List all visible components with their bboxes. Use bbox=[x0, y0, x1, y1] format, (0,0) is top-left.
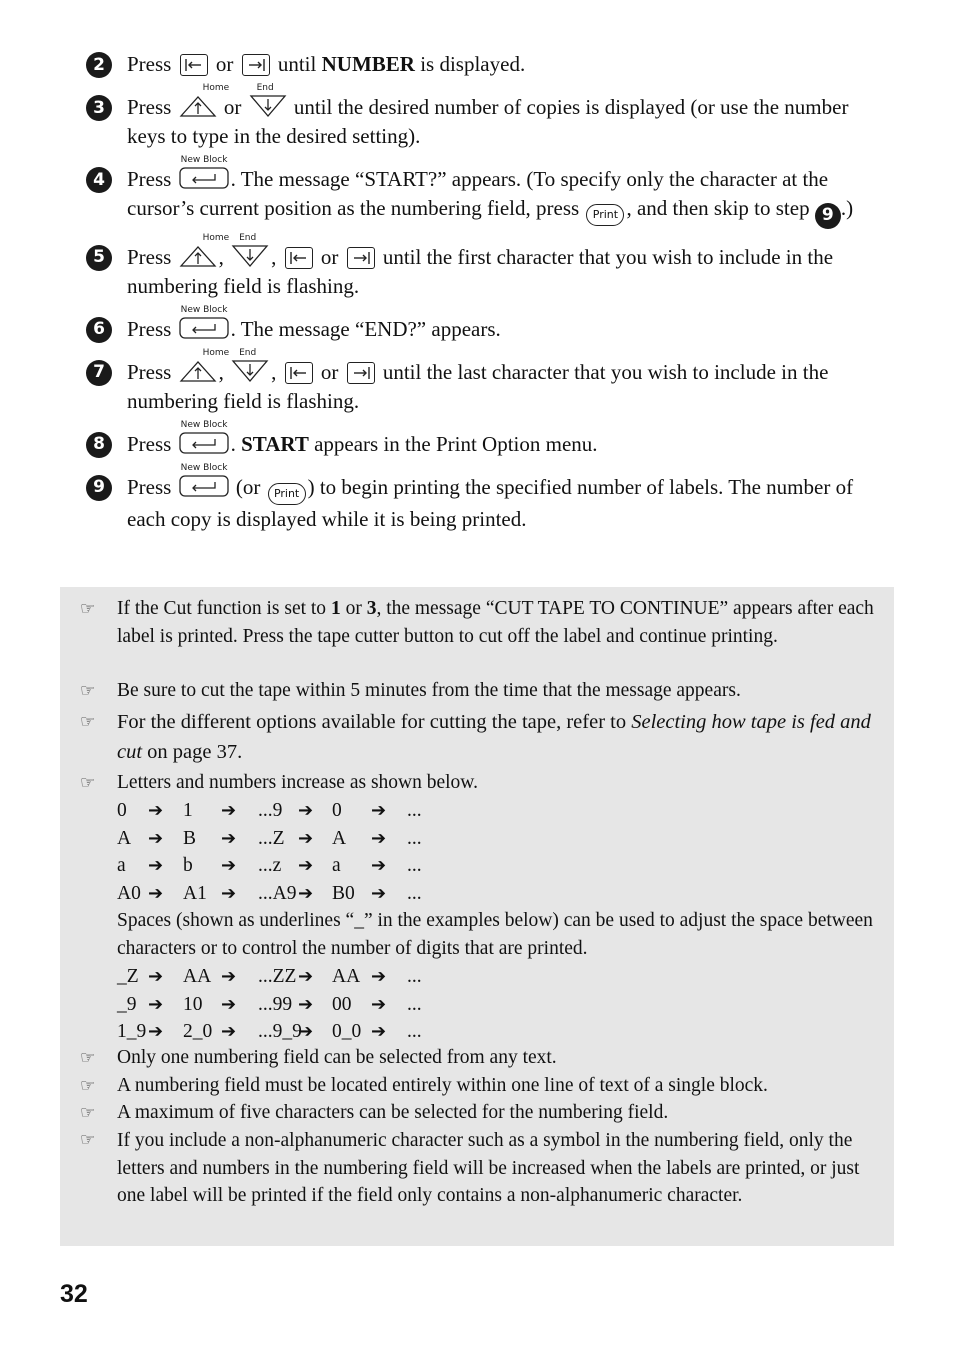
print-key-icon: Print bbox=[586, 204, 624, 226]
note-increase: ☞ Letters and numbers increase as shown below. 0 ➔ 1 ➔ ...9 ➔ 0 ➔ ... A ➔ B ➔ ...Z ➔ A ➔ ... a ➔ b ➔ ...z ➔ a ➔ ... A0 ➔ A1 ➔ ...A9 ➔ B0 ➔ ... Spaces (shown as underlines “_” in the examples below) can be used to adjust the space between characters or to control the number of digits that are printed. _Z ➔ AA ➔ ...ZZ ➔ AA ➔ ... _9 ➔ 10 ➔ ...99 ➔ 00 ➔ ... 1_9 ➔ 2_0 ➔ ...9_9 ➔ 0_0 ➔ ... bbox=[117, 769, 879, 1046]
step-4: 4 Press New Block . The message “START?” appears. (To specify only the character at the cursor’s current position as the numbering field, press Print , and then skip to step 9 .) bbox=[86, 165, 886, 229]
arrow-right-icon: ➔ bbox=[148, 993, 164, 1015]
sequence-value: B bbox=[183, 827, 197, 849]
step-number: 2 bbox=[86, 52, 112, 78]
print-key-icon: Print bbox=[268, 483, 306, 505]
new-block-enter-key-icon: New Block bbox=[179, 166, 229, 190]
note-cut-function: ☞ If the Cut function is set to 1 or 3, the message “CUT TAPE TO CONTINUE” appears after each label is printed. Press the tape cutter button to cut off the label and continue printing. bbox=[117, 595, 879, 651]
increase-sequence-row bbox=[117, 880, 879, 908]
step-3: 3 Press Home or End until the desired number of copies is displayed (or use the number keys to type in the desired setting). bbox=[86, 93, 886, 151]
sequence-value: _Z bbox=[117, 966, 139, 987]
sequence-value: AA bbox=[332, 966, 361, 987]
arrow-right-icon: ➔ bbox=[371, 827, 387, 849]
arrow-right-icon: ➔ bbox=[148, 827, 164, 849]
pointing-hand-icon: ☞ bbox=[80, 681, 96, 701]
arrow-right-icon: ➔ bbox=[298, 1021, 314, 1042]
arrow-right-icon: ➔ bbox=[148, 1021, 164, 1042]
sequence-value: 2_0 bbox=[183, 1021, 213, 1042]
sequence-value: ... bbox=[407, 855, 422, 876]
pointing-hand-icon: ☞ bbox=[80, 712, 96, 732]
end-down-key-icon: End bbox=[231, 244, 269, 268]
sequence-value: _9 bbox=[117, 993, 137, 1015]
end-down-key-icon: End bbox=[249, 94, 287, 118]
new-block-enter-key-icon: New Block bbox=[179, 431, 229, 455]
step-number: 3 bbox=[86, 95, 112, 121]
sequence-value: AA bbox=[183, 966, 212, 987]
arrow-right-icon: ➔ bbox=[221, 855, 237, 876]
step-5: 5 Press Home , End , or until the first character that you wish to include in the numbering field is flashing. bbox=[86, 243, 886, 301]
right-tab-key-icon bbox=[347, 362, 375, 384]
left-tab-key-icon bbox=[285, 362, 313, 384]
step-reference: 9 bbox=[815, 203, 841, 229]
arrow-right-icon: ➔ bbox=[298, 800, 314, 821]
increase-sequence-row bbox=[117, 797, 879, 825]
sequence-value: ...A9 bbox=[258, 882, 297, 904]
step-number: 9 bbox=[86, 475, 112, 501]
new-block-enter-key-icon: New Block bbox=[179, 316, 229, 340]
note-cut-time: ☞ Be sure to cut the tape within 5 minutes from the time that the message appears. bbox=[117, 677, 879, 705]
step-list bbox=[86, 50, 886, 548]
sequence-value: B0 bbox=[332, 882, 355, 904]
pointing-hand-icon: ☞ bbox=[80, 773, 96, 793]
sequence-value: a bbox=[332, 855, 341, 876]
pointing-hand-icon: ☞ bbox=[80, 599, 96, 619]
sequence-value: ...z bbox=[258, 855, 282, 876]
spaces-sequence-row bbox=[117, 991, 879, 1019]
sequence-value: ...Z bbox=[258, 827, 285, 849]
step-6: 6 Press New Block . The message “END?” appears. bbox=[86, 315, 886, 344]
sequence-value: ... bbox=[407, 966, 422, 987]
sequence-value: A bbox=[332, 827, 347, 849]
step-number: 6 bbox=[86, 317, 112, 343]
sequence-value: 10 bbox=[183, 993, 203, 1015]
sequence-value: 0 bbox=[332, 800, 342, 821]
spaces-sequence-row bbox=[117, 1018, 879, 1046]
sequence-value: ... bbox=[407, 827, 422, 849]
sequence-value: A1 bbox=[183, 882, 207, 904]
note-one-field: ☞ Only one numbering field can be selected from any text. bbox=[117, 1044, 879, 1072]
step-9: 9 Press New Block (or Print ) to begin printing the specified number of labels. The number of each copy is displayed while it is being printed. bbox=[86, 473, 886, 534]
step-number: 5 bbox=[86, 245, 112, 271]
spaces-sequence-row bbox=[117, 963, 879, 991]
left-tab-key-icon bbox=[180, 54, 208, 76]
sequence-value: 00 bbox=[332, 993, 352, 1015]
note-cut-options: ☞ For the different options available for cutting the tape, refer to Selecting how tape is fed and cut on page 37. bbox=[117, 707, 879, 767]
home-up-key-icon: Home bbox=[179, 244, 217, 268]
arrow-right-icon: ➔ bbox=[221, 966, 237, 987]
arrow-right-icon: ➔ bbox=[371, 800, 387, 821]
sequence-value: ...99 bbox=[258, 993, 293, 1015]
arrow-right-icon: ➔ bbox=[221, 827, 237, 849]
step-number: 4 bbox=[86, 167, 112, 193]
sequence-value: ... bbox=[407, 1021, 422, 1042]
step-2: 2 Press or until NUMBER is displayed. bbox=[86, 50, 886, 79]
arrow-right-icon: ➔ bbox=[148, 855, 164, 876]
arrow-right-icon: ➔ bbox=[148, 882, 164, 904]
arrow-right-icon: ➔ bbox=[221, 882, 237, 904]
sequence-value: 0 bbox=[117, 800, 127, 821]
arrow-right-icon: ➔ bbox=[298, 882, 314, 904]
notes-panel bbox=[60, 587, 894, 1246]
arrow-right-icon: ➔ bbox=[371, 1021, 387, 1042]
sequence-value: ...9_9 bbox=[258, 1021, 302, 1042]
arrow-right-icon: ➔ bbox=[221, 800, 237, 821]
sequence-value: b bbox=[183, 855, 193, 876]
arrow-right-icon: ➔ bbox=[148, 966, 164, 987]
arrow-right-icon: ➔ bbox=[298, 855, 314, 876]
arrow-right-icon: ➔ bbox=[148, 800, 164, 821]
note-max-characters: ☞ A maximum of five characters can be selected for the numbering field. bbox=[117, 1099, 879, 1127]
note-single-line: ☞ A numbering field must be located entirely within one line of text of a single block. bbox=[117, 1072, 879, 1100]
sequence-value: ... bbox=[407, 800, 422, 821]
sequence-value: ... bbox=[407, 882, 422, 904]
step-7: 7 Press Home , End , or until the last character that you wish to include in the numbering field is flashing. bbox=[86, 358, 886, 416]
arrow-right-icon: ➔ bbox=[298, 966, 314, 987]
note-non-alphanumeric: ☞ If you include a non-alphanumeric character such as a symbol in the numbering field, only the letters and numbers in the numbering field will be increased when the labels are printed, or just one label will be printed if the field only contains a non-alphanumeric character. bbox=[117, 1127, 879, 1210]
arrow-right-icon: ➔ bbox=[298, 827, 314, 849]
pointing-hand-icon: ☞ bbox=[80, 1103, 96, 1123]
new-block-enter-key-icon: New Block bbox=[179, 474, 229, 498]
step-number: 8 bbox=[86, 432, 112, 458]
increase-sequence-table bbox=[117, 797, 879, 907]
sequence-value: ...9 bbox=[258, 800, 283, 821]
sequence-value: A0 bbox=[117, 882, 141, 904]
increase-sequence-row bbox=[117, 825, 879, 853]
pointing-hand-icon: ☞ bbox=[80, 1076, 96, 1096]
sequence-value: ...ZZ bbox=[258, 966, 297, 987]
arrow-right-icon: ➔ bbox=[221, 1021, 237, 1042]
sequence-value: 1_9 bbox=[117, 1021, 147, 1042]
arrow-right-icon: ➔ bbox=[371, 993, 387, 1015]
pointing-hand-icon: ☞ bbox=[80, 1048, 96, 1068]
sequence-value: a bbox=[117, 855, 126, 876]
increase-sequence-row bbox=[117, 852, 879, 880]
left-tab-key-icon bbox=[285, 247, 313, 269]
home-up-key-icon: Home bbox=[179, 359, 217, 383]
sequence-value: A bbox=[117, 827, 132, 849]
spaces-sequence-table bbox=[117, 963, 879, 1046]
arrow-right-icon: ➔ bbox=[371, 882, 387, 904]
step-8: 8 Press New Block . START appears in the Print Option menu. bbox=[86, 430, 886, 459]
end-down-key-icon: End bbox=[231, 359, 269, 383]
sequence-value: 0_0 bbox=[332, 1021, 362, 1042]
page-number: 32 bbox=[60, 1280, 88, 1308]
sequence-value: 1 bbox=[183, 800, 193, 821]
arrow-right-icon: ➔ bbox=[298, 993, 314, 1015]
arrow-right-icon: ➔ bbox=[371, 966, 387, 987]
pointing-hand-icon: ☞ bbox=[80, 1130, 96, 1150]
arrow-right-icon: ➔ bbox=[221, 993, 237, 1015]
arrow-right-icon: ➔ bbox=[371, 855, 387, 876]
right-tab-key-icon bbox=[347, 247, 375, 269]
step-number: 7 bbox=[86, 360, 112, 386]
sequence-value: ... bbox=[407, 993, 422, 1015]
right-tab-key-icon bbox=[242, 54, 270, 76]
home-up-key-icon: Home bbox=[179, 94, 217, 118]
